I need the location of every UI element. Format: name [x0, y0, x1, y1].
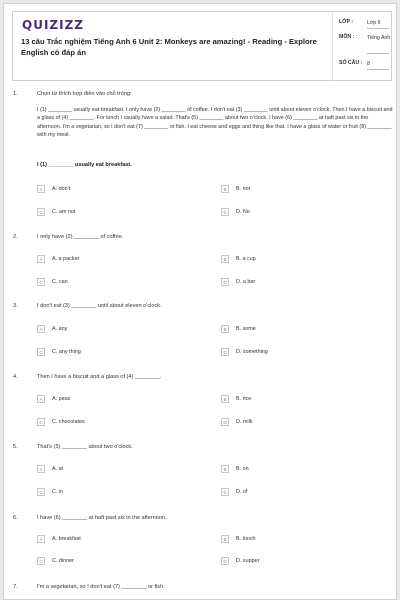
meta-divider	[367, 28, 389, 29]
option-text: D. something	[236, 349, 268, 355]
option-letter-box: A	[37, 255, 45, 263]
question-number: 7.	[13, 584, 18, 590]
question-number: 1.	[13, 91, 18, 97]
option-letter-box: D	[221, 208, 229, 216]
meta-count-label: SỐ CÂU :	[339, 60, 363, 66]
option-text: D. a bar	[236, 279, 256, 285]
option-text: C. chocolates	[52, 419, 85, 425]
option-letter-box: B	[221, 185, 229, 193]
option-letter-box: B	[221, 255, 229, 263]
option-text: C. can	[52, 279, 68, 285]
option-letter-box: C	[37, 278, 45, 286]
option-text: C. dinner	[52, 558, 74, 564]
question-number: 3.	[13, 303, 18, 309]
meta-divider	[367, 69, 389, 70]
question-text: I have (6) ________ at haft past six in the afternoon.	[37, 515, 167, 521]
option-letter-box: B	[221, 325, 229, 333]
option-text: B. a cup	[236, 256, 256, 262]
option-text: B. rice	[236, 396, 252, 402]
meta-count-value: 8	[367, 61, 370, 67]
option-text: C. any thing	[52, 349, 81, 355]
option-text: A. don't	[52, 186, 71, 192]
option-letter-box: A	[37, 465, 45, 473]
option-letter-box: A	[37, 185, 45, 193]
meta-panel	[332, 12, 393, 81]
meta-class-label: LỚP :	[339, 19, 354, 25]
meta-subject-label: MÔN :	[339, 34, 355, 40]
option-letter-box: C	[37, 418, 45, 426]
option-text: D. milk	[236, 419, 253, 425]
worksheet-page	[3, 3, 397, 600]
option-text: C. in	[52, 489, 64, 495]
option-text: D. No	[236, 209, 250, 215]
option-text: D. supper	[236, 558, 260, 564]
question-text: I'm a vegetarian, so I don't eat (7) ________ or fish.	[37, 584, 165, 590]
option-text: A. any	[52, 326, 68, 332]
option-letter-box: D	[221, 278, 229, 286]
question-text: I only have (2) ________ of coffee.	[37, 234, 124, 240]
option-letter-box: A	[37, 325, 45, 333]
option-letter-box: B	[221, 465, 229, 473]
question-text: That's (5) ________ about two o'clock.	[37, 444, 133, 450]
option-text: A. at	[52, 466, 64, 472]
option-letter-box: A	[37, 395, 45, 403]
option-text: B. on	[236, 466, 249, 472]
worksheet-header	[12, 11, 392, 81]
question-instruction: Chọn từ thích hợp điền vào chỗ trống:	[37, 91, 132, 97]
meta-subject-value: Tiếng Anh	[367, 35, 391, 41]
option-text: D. of	[236, 489, 248, 495]
option-letter-box: D	[221, 488, 229, 496]
question-number: 6.	[13, 515, 18, 521]
option-letter-box: D	[221, 557, 229, 565]
quizizz-logo: QUIZIZZ	[22, 18, 84, 32]
meta-divider	[367, 53, 389, 54]
meta-class-value: Lớp 6	[367, 20, 381, 26]
option-text: A. peas	[52, 396, 71, 402]
sub-question: I (1) ________ usually eat breakfast.	[37, 162, 132, 168]
option-letter-box: B	[221, 535, 229, 543]
option-text: B. lunch	[236, 536, 256, 542]
option-letter-box: B	[221, 395, 229, 403]
reading-passage: I (1) ________ usually eat breakfast. I only have (2) ________ of coffee. I don't eat (3) ________ until about eleven o'clock. Then I have a biscuit and a glass of (4) ________. For lunch I usually have a salad. That's (5) ________ about two o'clock. I have (6) ________ at haft past six in the afternoon. I'm a vegetarian, so I don't eat (7) ________ or fish. I eat cheese and eggs and thing like that. I have a glass of water or fruit (8) ________ with my meal.	[37, 107, 393, 138]
option-text: B. some	[236, 326, 256, 332]
option-letter-box: D	[221, 348, 229, 356]
option-text: A. breakfast	[52, 536, 81, 542]
question-text: I don't eat (3) ________ until about eleven o'clock.	[37, 303, 162, 309]
question-text: Then I have a biscuit and a glass of (4) ________.	[37, 374, 162, 380]
question-number: 5.	[13, 444, 18, 450]
question-number: 4.	[13, 374, 18, 380]
option-text: A. a packet	[52, 256, 79, 262]
option-letter-box: C	[37, 208, 45, 216]
option-letter-box: D	[221, 418, 229, 426]
option-letter-box: C	[37, 557, 45, 565]
option-letter-box: C	[37, 348, 45, 356]
option-letter-box: C	[37, 488, 45, 496]
page-title: 13 câu Trắc nghiệm Tiếng Anh 6 Unit 2: Monkeys are amazing! - Reading - Explore English có đáp án	[21, 37, 317, 57]
question-number: 2.	[13, 234, 18, 240]
option-letter-box: A	[37, 535, 45, 543]
option-text: C. am not	[52, 209, 76, 215]
option-text: B. not	[236, 186, 251, 192]
